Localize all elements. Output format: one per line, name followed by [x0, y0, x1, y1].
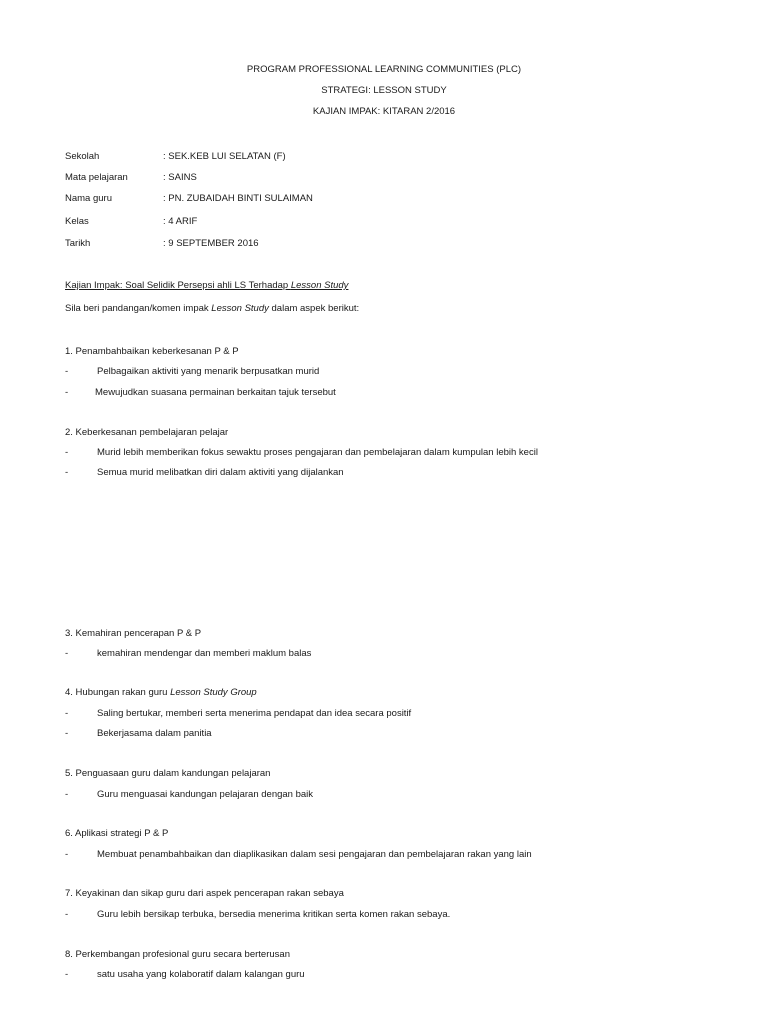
info-value-date: : 9 SEPTEMBER 2016 — [163, 238, 259, 249]
info-value-teacher: : PN. ZUBAIDAH BINTI SULAIMAN — [163, 193, 313, 204]
item-dash: - — [65, 728, 69, 739]
info-label-subject: Mata pelajaran — [65, 172, 128, 183]
section-heading-7: 7. Keyakinan dan sikap guru dari aspek pencerapan rakan sebaya — [65, 888, 344, 899]
survey-intro — [65, 303, 359, 314]
section-heading-1: 1. Penambahbaikan keberkesanan P & P — [65, 346, 239, 357]
item-dash: - — [65, 969, 69, 980]
item-dash: - — [65, 447, 69, 458]
section-8-item-1: satu usaha yang kolaboratif dalam kalangan guru — [97, 969, 305, 980]
section-5-item-1: Guru menguasai kandungan pelajaran dengan baik — [97, 789, 314, 800]
item-dash: - — [65, 366, 69, 377]
doc-strategy: STRATEGI: LESSON STUDY — [321, 85, 447, 96]
section-2-item-2: Semua murid melibatkan diri dalam aktiviti yang dijalankan — [97, 467, 344, 478]
survey-title — [65, 280, 348, 291]
item-dash: - — [65, 648, 69, 659]
section-4-item-2: Bekerjasama dalam panitia — [97, 728, 212, 739]
section-1-item-1: Pelbagaikan aktiviti yang menarik berpusatkan murid — [97, 366, 320, 377]
section-6-item-1: Membuat penambahbaikan dan diaplikasikan dalam sesi pengajaran dan pembelajaran rakan yang lain — [97, 849, 532, 860]
section-heading-5: 5. Penguasaan guru dalam kandungan pelajaran — [65, 768, 271, 779]
section-heading-2: 2. Keberkesanan pembelajaran pelajar — [65, 427, 229, 438]
section-1-item-2: Mewujudkan suasana permainan berkaitan tajuk tersebut — [95, 387, 336, 398]
section-heading-6: 6. Aplikasi strategi P & P — [65, 828, 169, 839]
doc-title: PROGRAM PROFESSIONAL LEARNING COMMUNITIES (PLC) — [246, 64, 522, 75]
section-4-heading-text: 4. Hubungan rakan guru — [65, 687, 171, 698]
info-label-class: Kelas — [65, 216, 89, 227]
survey-intro-emphasis: Lesson Study — [211, 303, 269, 314]
survey-title-emphasis: Lesson Study — [290, 280, 349, 291]
survey-intro-text: Sila beri pandangan/komen impak — [65, 303, 212, 314]
info-value-class: : 4 ARIF — [163, 216, 198, 227]
section-3-item-1: kemahiran mendengar dan memberi maklum balas — [97, 648, 312, 659]
section-heading-4 — [65, 687, 257, 698]
info-label-school: Sekolah — [65, 151, 100, 162]
info-label-teacher: Nama guru — [65, 193, 112, 204]
info-value-school: : SEK.KEB LUI SELATAN (F) — [163, 151, 286, 162]
section-4-item-1: Saling bertukar, memberi serta menerima pendapat dan idea secara positif — [97, 708, 412, 719]
doc-cycle: KAJIAN IMPAK: KITARAN 2/2016 — [312, 106, 456, 117]
section-heading-3: 3. Kemahiran pencerapan P & P — [65, 628, 202, 639]
section-heading-8: 8. Perkembangan profesional guru secara berterusan — [65, 949, 290, 960]
item-dash: - — [65, 789, 69, 800]
section-4-heading-emphasis: Lesson Study Group — [170, 687, 257, 698]
item-dash: - — [65, 387, 69, 398]
section-7-item-1: Guru lebih bersikap terbuka, bersedia menerima kritikan serta komen rakan sebaya. — [97, 909, 451, 920]
item-dash: - — [65, 708, 69, 719]
info-label-date: Tarikh — [65, 238, 91, 249]
item-dash: - — [65, 909, 69, 920]
item-dash: - — [65, 467, 69, 478]
survey-title-text: Kajian Impak: Soal Selidik Persepsi ahli LS Terhadap — [65, 280, 291, 291]
section-2-item-1: Murid lebih memberikan fokus sewaktu proses pengajaran dan pembelajaran dalam kumpulan lebih kecil — [97, 447, 538, 458]
info-value-subject: : SAINS — [163, 172, 197, 183]
item-dash: - — [65, 849, 69, 860]
survey-intro-suffix: dalam aspek berikut: — [268, 303, 360, 314]
